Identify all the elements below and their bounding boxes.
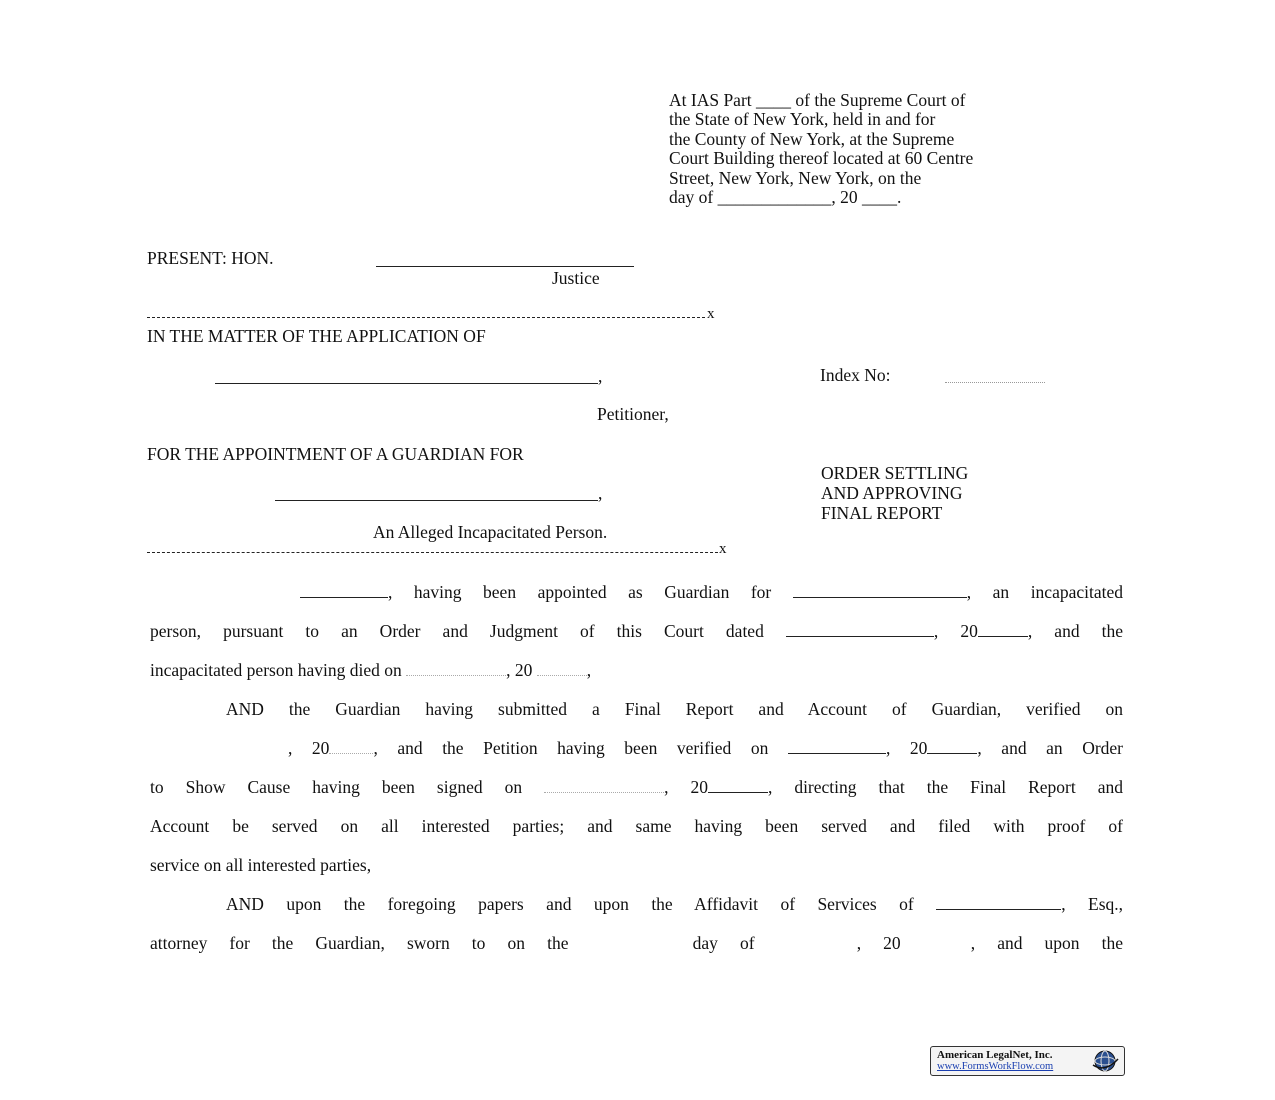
body-text: , 20 [885,738,928,758]
aip-name-field[interactable] [275,484,598,501]
court-header [669,91,973,207]
body-text: person, pursuant to an Order and Judgment of this Court dated [150,621,764,641]
court-header-line: At IAS Part ____ of the Supreme Court of [669,90,966,110]
order-title [821,463,968,523]
body-line [150,816,1123,837]
body-text: incapacitated person having died on [150,660,402,680]
body-text: day of [692,933,755,953]
court-header-line: the State of New York, held in and for [669,109,936,130]
index-no-label: Index No: [820,365,891,385]
body-text: , 20 [506,660,533,680]
guardian-name-field[interactable] [300,583,388,598]
order-title-line: FINAL REPORT [821,503,943,523]
body-text: , [586,660,592,680]
court-header-line: the County of New York, at the Supreme [669,128,955,149]
court-header-line: Court Building thereof located at 60 Centre [669,148,974,169]
body-text: , directing that the Final Report and [767,777,1123,797]
caption-top-rule [147,317,705,318]
body-text: , 20 [856,933,901,953]
petition-date-field[interactable] [788,739,886,754]
body-text: AND upon the foregoing papers and upon the Affidavit of Services of [226,894,914,914]
body-line [226,699,1123,720]
caption-bottom-rule [147,552,718,553]
body-line [150,933,1123,954]
body-line [150,777,1123,798]
globe-icon [1090,1049,1120,1073]
body-line [150,660,591,681]
judgment-date-field[interactable] [786,622,934,637]
osc-year-field[interactable] [708,778,768,793]
body-text: , and upon the [970,933,1124,953]
appointment-line: FOR THE APPOINTMENT OF A GUARDIAN FOR [147,444,524,464]
body-text: , Esq., [1061,894,1124,914]
order-title-line: ORDER SETTLING [821,463,969,483]
caption-x-mark: x [707,306,715,322]
ip-name-field[interactable] [793,583,967,598]
body-text: , and the Petition having been verified on [373,738,769,758]
death-date-field[interactable] [406,661,506,676]
body-text: , 20 [664,777,708,797]
body-text: to Show Cause having been signed on [150,777,523,797]
osc-date-field[interactable] [544,778,664,793]
court-header-line: Street, New York, New York, on the [669,167,922,188]
body-text: , and an Order [977,738,1124,758]
attorney-name-field[interactable] [936,895,1061,910]
caption-x-mark: x [719,541,727,557]
body-line [150,582,1123,603]
body-text: , having been appointed as Guardian for [388,582,772,602]
petitioner-name-field[interactable] [215,367,598,384]
body-line [150,621,1123,642]
judgment-year-field[interactable] [978,622,1028,637]
justice-label: Justice [552,268,600,288]
body-text: , 20 [288,738,330,758]
body-line [150,855,371,876]
petition-year-field[interactable] [927,739,977,754]
body-text: Account be served on all interested parties; and same having been served and filed with proof of [150,816,1123,836]
body-line [150,738,1123,759]
body-line [226,894,1123,915]
justice-name-field[interactable] [376,250,634,267]
body-text: AND the Guardian having submitted a Final Report and Account of Guardian, verified on [226,699,1123,719]
body-text: service on all interested parties, [150,855,372,875]
death-year-field[interactable] [537,661,587,676]
petitioner-comma: , [598,366,603,386]
body-text: , and the [1027,621,1124,641]
index-no-field[interactable] [945,366,1045,383]
footer-logo[interactable] [930,1046,1125,1076]
aip-comma: , [598,483,603,503]
logo-url-link[interactable]: www.FormsWorkFlow.com [937,1061,1054,1072]
petitioner-label: Petitioner, [597,404,669,424]
body-text: attorney for the Guardian, sworn to on the [150,933,569,953]
verified-year-field[interactable] [329,739,373,754]
matter-line: IN THE MATTER OF THE APPLICATION OF [147,326,486,346]
aip-label: An Alleged Incapacitated Person. [373,522,608,542]
court-header-line: day of _____________, 20 ____. [669,187,902,208]
present-label: PRESENT: HON. [147,248,274,268]
order-title-line: AND APPROVING [821,483,963,503]
logo-company-name: American LegalNet, Inc. [937,1049,1053,1061]
body-text: , an incapacitated [966,582,1123,602]
body-text: , 20 [933,621,978,641]
